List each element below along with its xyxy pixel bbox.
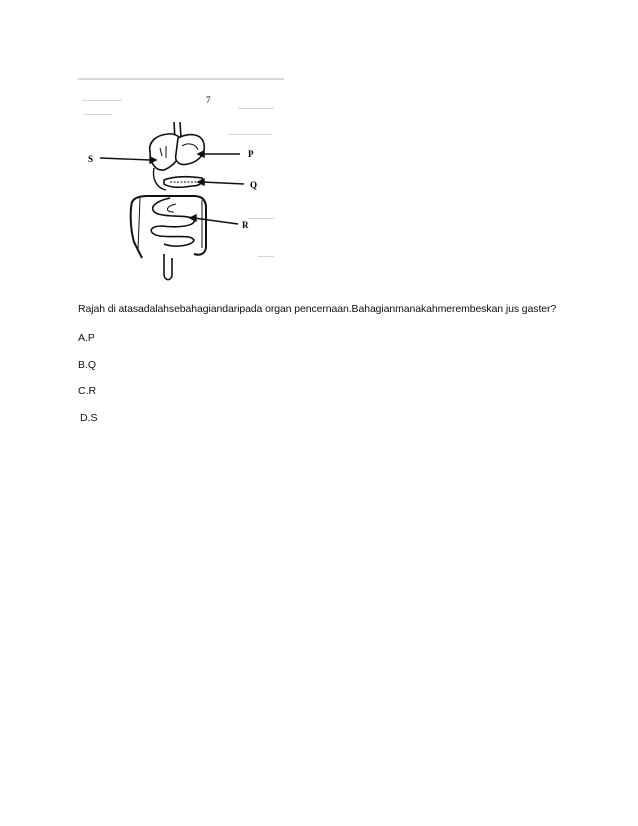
label-r: R bbox=[242, 220, 249, 230]
label-p: P bbox=[248, 149, 254, 159]
rectum bbox=[164, 254, 172, 280]
option-d[interactable]: D.S bbox=[80, 412, 98, 424]
question-text: Rajah di atasadalahsebahagiandaripada organ pencernaan.Bahagianmanakahmerembeskan jus gaster? bbox=[78, 303, 557, 315]
option-a[interactable]: A.P bbox=[78, 332, 95, 344]
page-number: 7 bbox=[206, 95, 211, 105]
scan-noise bbox=[78, 78, 284, 257]
stomach bbox=[176, 135, 205, 165]
digestive-system-diagram bbox=[78, 78, 284, 290]
option-b[interactable]: B.Q bbox=[78, 359, 97, 371]
label-q: Q bbox=[250, 180, 258, 190]
option-c[interactable]: C.R bbox=[78, 385, 97, 397]
label-s: S bbox=[88, 154, 94, 164]
